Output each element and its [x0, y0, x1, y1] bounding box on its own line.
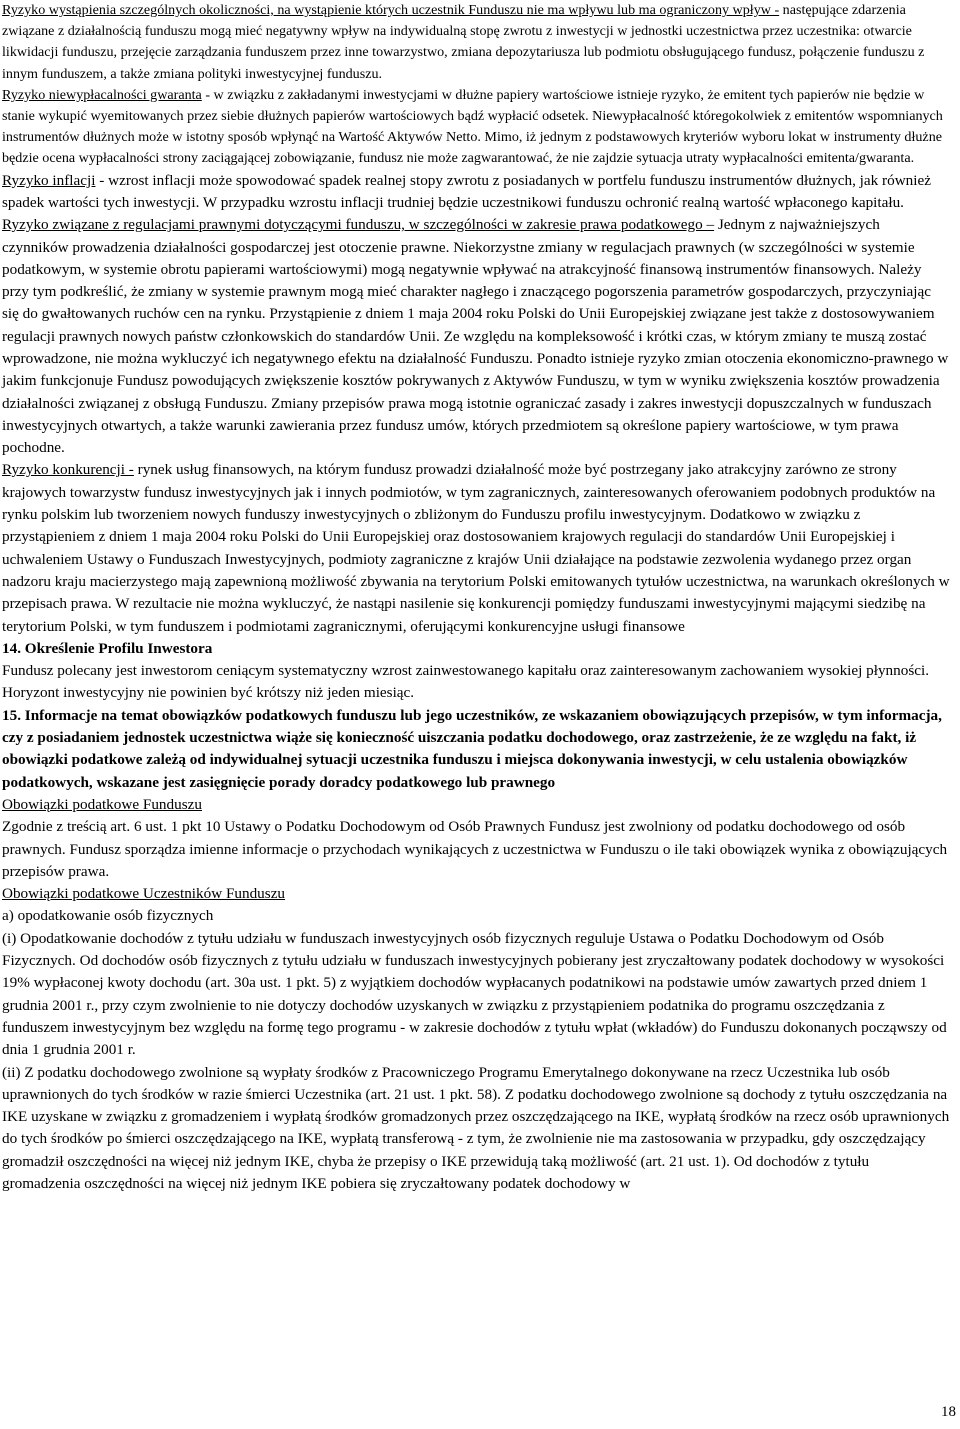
tax-item-i: (i) Opodatkowanie dochodów z tytułu udziału w funduszach inwestycyjnych osób fizycznych reguluje Ustawa o Podatku Dochodowym od Osób Fizycznych. Od dochodów osób fizycznych z tytułu udziału w funduszach inwestycyjnych pobierany jest zryczałtowany podatek dochodowy w wysokości 19% wypłaconej kwoty dochodu (art. 30a ust. 1 pkt. 5) z wyjątkiem dochodów wypłacanych podatnikowi na podstawie umów zawartych przed dniem 1 grudnia 2001 r., przy czym zwolnienie to nie dotyczy dochodów uzyskanych w związku z przystąpieniem podatnika do programu oszczędzania z funduszem inwestycyjnym bez względu na formę tego programu - w zakresie dochodów z tytułu wpłat (wkładów) do Funduszu dokonanych począwszy od dnia 1 grudnia 2001 r.: [2, 929, 947, 1059]
risk-special-circumstances-heading: Ryzyko wystąpienia szczególnych okoliczności, na wystąpienie których uczestnik Funduszu nie ma wpływu lub ma ograniczony wpływ -: [2, 2, 780, 18]
risk-legal-regulations: [2, 214, 950, 459]
section-15-title: 15. Informacje na temat obowiązków podatkowych funduszu lub jego uczestników, ze wskazaniem obowiązujących przepisów, w tym informacja, czy z posiadaniem jednostek uczestnictwa wiąże się konieczność uiszczania podatku dochodowego, oraz zastrzeżenie, że ze względu na fakt, iż obowiązki podatkowe zależą od indywidualnej sytuacji uczestnika funduszu i miejsca dokonywania inwestycji, w celu ustalenia obowiązków podatkowych, wskazane jest zasięgnięcie porady doradcy podatkowego lub prawnego: [2, 706, 942, 791]
tax-item-ii: (ii) Z podatku dochodowego zwolnione są wypłaty środków z Pracowniczego Programu Emerytalnego dokonywane na rzecz Uczestnika lub osób uprawnionych do tych środków w razie śmierci Uczestnika (art. 21 ust. 1 pkt. 58). Z podatku dochodowego zwolnione są dochody z tytułu oszczędzania na IKE uzyskane w związku z gromadzeniem i wypłatą środków gromadzonych przez oszczędzającego na IKE, wypłatą środków na rzecz osób uprawnionych do tych środków po śmierci oszczędzającego na IKE, wypłatą transferową - z tym, że zwolnienie nie ma zastosowania w przypadku, gdy oszczędzający gromadził oszczędności na więcej niż jednym IKE, chyba że przepisy o IKE przewidują taką możliwość (art. 21 ust. 1). Od dochodów z tytułu gromadzenia oszczędności na więcej niż jednym IKE pobiera się zryczałtowany podatek dochodowy w: [2, 1063, 950, 1192]
natural-persons-subheading: a) opodatkowanie osób fizycznych: [2, 907, 214, 925]
risk-competition: [2, 459, 950, 637]
section-14-title: 14. Określenie Profilu Inwestora: [2, 639, 213, 657]
risk-inflation: [2, 170, 950, 215]
page-number: 18: [941, 1404, 956, 1420]
risk-competition-body: rynek usług finansowych, na którym fundusz prowadzi działalność może być postrzegany jako atrakcyjny zarówno ze strony krajowych towarzystw fundusz inwestycyjnych jak i innych podmiotów, w tym zagranicznych, zainteresowanych oferowaniem podobnych produktów na rynku polskim lub tworzeniem nowych funduszy inwestycyjnych o zbliżonym do Funduszu profilu inwestycyjnym. Dodatkowo w związku z przystąpieniem z dniem 1 maja 2004 roku Polski do Unii Europejskiej oraz dostosowaniem krajowych regulacji do standardów Unii Europejskiej i uchwaleniem Ustawy o Funduszach Inwestycyjnych, podmioty zagraniczne z krajów Unii działające na podstawie zezwolenia wydanego przez organ nadzoru kraju macierzystego mają zapewnioną możliwość zbywania na terytorium Polski emitowanych tytułów uczestnictwa, na warunkach określonych w przepisach prawa. W rezultacie nie można wykluczyć, że nastąpi nasilenie się konkurencji pomiędzy funduszami inwestycyjnymi mającymi siedzibę na terytorium Polski, w tym funduszem i podmiotami zagranicznymi, oferującymi konkurencyjne usługi finansowe: [2, 461, 950, 635]
participants-tax-heading: Obowiązki podatkowe Uczestników Funduszu: [2, 885, 286, 903]
fund-tax-heading: Obowiązki podatkowe Funduszu: [2, 795, 202, 813]
risk-legal-regulations-heading: Ryzyko związane z regulacjami prawnymi dotyczącymi funduszu, w szczególności w zakresie prawa podatkowego –: [2, 216, 715, 234]
risk-guarantor-insolvency: [2, 85, 950, 170]
section-14-body: Fundusz polecany jest inwestorom ceniącym systematyczny wzrost zainwestowanego kapitału oraz zainteresowanym zachowaniem wysokiej płynności. Horyzont inwestycyjny nie powinien być krótszy niż jeden miesiąc.: [2, 662, 930, 702]
risk-guarantor-insolvency-body: - w związku z zakładanymi inwestycjami w dłużne papiery wartościowe istnieje ryzyko, że emitent tych papierów nie będzie w stanie wykupić wyemitowanych przez siebie dłużnych papierów wartościowych bądź wypłacić odsetek. Niewypłacalność któregokolwiek z emitentów wspomnianych instrumentów dłużnych może w istotny sposób wpłynąć na Wartość Aktywów Netto. Mimo, iż jednym z podstawowych kryteriów wyboru lokat w instrumenty dłużne będzie ocena wypłacalności strony zaciągającej zobowiązanie, fundusz nie może zagwarantować, że nie zajdzie sytuacja utraty wypłacalności emitenta/gwaranta.: [2, 86, 943, 167]
risk-competition-heading: Ryzyko konkurencji -: [2, 461, 134, 479]
risk-guarantor-insolvency-heading: Ryzyko niewypłacalności gwaranta: [2, 86, 202, 103]
fund-tax-body: Zgodnie z treścią art. 6 ust. 1 pkt 10 Ustawy o Podatku Dochodowym od Osób Prawnych Fundusz jest zwolniony od podatku dochodowego od osób prawnych. Fundusz sporządza imienne informacje o przychodach wynikających z uczestnictwa w Funduszu o ile taki obowiązek wynika z obowiązujących przepisów prawa.: [2, 818, 948, 880]
risk-inflation-body: - wzrost inflacji może spowodować spadek realnej stopy zwrotu z posiadanych w portfelu funduszu instrumentów dłużnych, jak również spadek wartości tych inwestycji. W przypadku wzrostu inflacji trudniej będzie uczestnikowi funduszu ochronić realną wartość wpłaconego kapitału.: [2, 171, 931, 211]
main-section: [2, 170, 950, 1196]
risk-special-circumstances: [2, 0, 950, 85]
risk-inflation-heading: Ryzyko inflacji: [2, 171, 96, 189]
risk-section: [2, 0, 950, 170]
risk-special-circumstances-body: następujące zdarzenia związane z działalnością funduszu mogą mieć negatywny wpływ na indywidualną stopę zwrotu z inwestycji w jednostki uczestnictwa przez uczestnika: otwarcie likwidacji funduszu, przejęcie zarządzania funduszem przez inne towarzystwo, zmiana depozytariusza lub podmiotu obsługującego fundusz, połączenie funduszu z innym funduszem, a także zmiana polityki inwestycyjnej funduszu.: [2, 2, 925, 82]
risk-legal-regulations-body: Jednym z najważniejszych czynników prowadzenia działalności gospodarczej jest otoczenie prawne. Niekorzystne zmiany w regulacjach prawnych (w szczególności w systemie podatkowym, w systemie obrotu papierami wartościowymi) mogą negatywnie wpływać na atrakcyjność finansową instrumentów finansowych. Należy przy tym podkreślić, że zmiany w systemie prawnym mogą mieć charakter nagłego i znaczącego pogorszenia parametrów gospodarczych, przyczyniając się do gwałtowanych ruchów cen na rynku. Przystąpienie z dniem 1 maja 2004 roku Polski do Unii Europejskiej związane jest także z dostosowywaniem regulacji prawnych nowych państw członkowskich do standardów Unii. Ze względu na kompleksowość i krótki czas, w którym zmiany te muszą zostać wprowadzone, nie można wykluczyć ich negatywnego efektu na działalność Funduszu. Ponadto istnieje ryzyko zmian otoczenia ekonomiczno-prawnego w jakim funkcjonuje Fundusz powodujących zwiększenie kosztów pokrywanych z Aktywów Funduszu, w tym w wyniku zwiększenia kosztów prowadzenia działalności związanej z obsługą Funduszu. Zmiany przepisów prawa mogą istotnie ograniczać zasady i zakres inwestycji dopuszczalnych w funduszach inwestycyjnych otwartych, a także warunki zawierania przez fundusz umów, których przedmiotem są określone papiery wartościowe, w tym prawa pochodne.: [2, 216, 949, 457]
